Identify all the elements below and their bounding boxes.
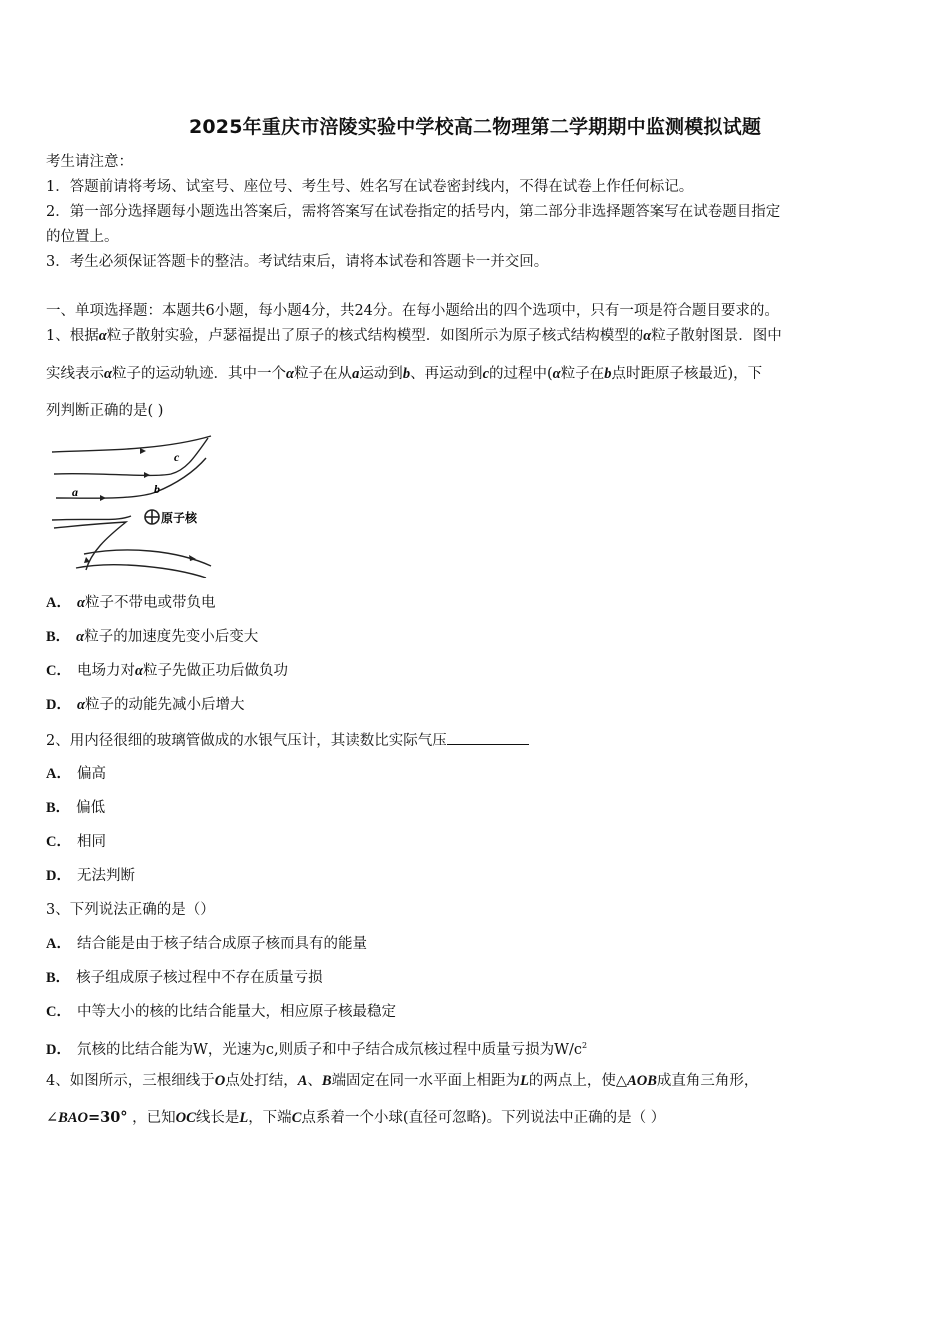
length-l: L: [239, 1110, 249, 1126]
q3-option-a[interactable]: [46, 934, 906, 954]
q1-option-b[interactable]: [46, 627, 906, 647]
q3-option-c[interactable]: [46, 1002, 906, 1022]
q1-stem-line1: [46, 326, 906, 346]
angle-value: =30°: [87, 1109, 128, 1126]
point-a: A: [297, 1073, 308, 1089]
q2-stem: [46, 730, 906, 751]
point-c: C: [291, 1110, 302, 1126]
q2-option-d[interactable]: [46, 866, 906, 886]
notice-heading: 考生请注意：: [46, 154, 133, 170]
option-letter: D．: [46, 868, 71, 884]
q4-text: 、: [307, 1073, 322, 1089]
segment-oc: OC: [175, 1110, 196, 1126]
q1-text: 的过程中(: [489, 366, 553, 382]
alpha-symbol: α: [76, 595, 86, 611]
q1-option-a[interactable]: [46, 593, 906, 613]
triangle-aob: AOB: [627, 1073, 657, 1089]
option-text: 氘核的比结合能为W，光速为c,则质子和中子结合成氘核过程中质量亏损为W/c: [76, 1041, 583, 1058]
notice-item-3: 3．考生必须保证答题卡的整洁。考试结束后，请将本试卷和答题卡一并交回。: [46, 254, 549, 270]
option-letter: C．: [46, 663, 71, 679]
trajectory-top: [52, 436, 211, 452]
q1-text: 粒子在从: [294, 366, 353, 382]
point-c: c: [482, 366, 489, 382]
option-letter: B．: [46, 800, 71, 816]
option-letter: D．: [46, 697, 71, 713]
alpha-scattering-figure: [46, 430, 218, 578]
option-text: 偏高: [76, 766, 106, 782]
q1-option-d[interactable]: [46, 695, 906, 715]
q4-text: 点系着一个小球(直径可忽略)。下列说法中正确的是（ ）: [301, 1110, 666, 1126]
superscript: 2: [582, 1041, 588, 1050]
option-text: 无法判断: [76, 868, 135, 884]
alpha-symbol: α: [98, 328, 107, 344]
alpha-symbol: α: [104, 366, 113, 382]
trajectory-back: [54, 522, 126, 570]
label-c: c: [174, 450, 180, 464]
q1-text: 粒子在: [560, 366, 605, 382]
label-a: a: [72, 485, 78, 499]
q3-stem: 3、下列说法正确的是（）: [46, 902, 215, 918]
notice-item-1: 1．答题前请将考场、试室号、座位号、考生号、姓名写在试卷密封线内，不得在试卷上作任何标记。: [46, 179, 694, 195]
alpha-symbol: α: [643, 328, 652, 344]
point-b: b: [402, 366, 411, 382]
q1-option-c[interactable]: [46, 661, 906, 681]
option-text: 中等大小的核的比结合能量大，相应原子核最稳定: [76, 1004, 396, 1020]
point-o: O: [214, 1073, 226, 1089]
option-letter: C．: [46, 1004, 71, 1020]
option-letter: A．: [46, 766, 71, 782]
option-text: 电场力对: [76, 663, 135, 679]
q4-text: 4、如图所示，三根细线于: [46, 1073, 215, 1089]
q3-option-d[interactable]: [46, 1036, 906, 1060]
q4-text: ，下端: [248, 1110, 292, 1126]
trajectory-lower: [76, 565, 206, 578]
alpha-symbol: α: [76, 629, 85, 645]
option-text: 核子组成原子核过程中不存在质量亏损: [76, 970, 323, 986]
point-b: B: [321, 1073, 332, 1089]
point-a: a: [352, 366, 360, 382]
notice-item-2: 2．第一部分选择题每小题选出答案后，需将答案写在试卷指定的括号内，第二部分非选择题答案写在试卷题目指定: [46, 204, 781, 220]
q3-option-b[interactable]: [46, 968, 906, 988]
q4-text: 成直角三角形，: [656, 1073, 759, 1089]
length-l: L: [520, 1073, 529, 1089]
option-text: 结合能是由于核子结合成原子核而具有的能量: [76, 936, 367, 952]
alpha-symbol: α: [134, 663, 144, 679]
angle-bao: BAO: [58, 1110, 88, 1126]
q1-stem-line3: 列判断正确的是( ): [46, 403, 164, 419]
option-letter: A．: [46, 936, 71, 952]
alpha-symbol: α: [552, 366, 561, 382]
alpha-symbol: α: [286, 366, 295, 382]
option-letter: A．: [46, 595, 71, 611]
option-letter: B．: [46, 629, 71, 645]
trajectory-c: [54, 438, 208, 475]
label-b: b: [154, 482, 160, 496]
option-letter: D．: [46, 1041, 71, 1058]
q2-option-b[interactable]: [46, 798, 906, 818]
arrow-icon: [144, 472, 150, 478]
option-text: 粒子先做正功后做负功: [143, 663, 289, 679]
trajectory-mid: [52, 516, 131, 520]
section-heading: 一、单项选择题：本题共6小题，每小题4分，共24分。在每小题给出的四个选项中，只有一项是符合题目要求的。: [46, 303, 779, 319]
q1-text: 、再运动到: [410, 366, 483, 382]
arrow-icon: [84, 557, 90, 563]
option-text: 粒子的加速度先变小后变大: [84, 629, 259, 645]
q2-text: 2、用内径很细的玻璃管做成的水银气压计，其读数比实际气压: [46, 733, 447, 749]
q4-text: 的两点上，使△: [528, 1073, 628, 1089]
q2-option-c[interactable]: [46, 832, 906, 852]
option-letter: C．: [46, 834, 71, 850]
q1-text: 实线表示: [46, 366, 104, 382]
point-b: b: [604, 366, 612, 382]
option-text: 粒子的动能先减小后增大: [85, 697, 245, 713]
arrow-icon: [100, 495, 106, 501]
q4-text: 线长是: [195, 1110, 240, 1126]
q4-stem-line2: [46, 1108, 906, 1128]
option-text: 相同: [76, 834, 106, 850]
nucleus-label: 原子核: [161, 511, 198, 525]
option-text: 偏低: [76, 800, 106, 816]
answer-blank[interactable]: [447, 730, 529, 745]
q1-text: 粒子的运动轨迹．其中一个: [112, 366, 287, 382]
alpha-symbol: α: [76, 697, 86, 713]
trajectory-ab: [56, 458, 206, 498]
q4-text: 端固定在同一水平面上相距为: [331, 1073, 521, 1089]
q4-text: ，已知: [127, 1110, 176, 1126]
q4-stem-line1: [46, 1071, 906, 1091]
angle-symbol: ∠: [46, 1110, 59, 1126]
option-text: 粒子不带电或带负电: [85, 595, 216, 611]
q1-text: 粒子散射实验，卢瑟福提出了原子的核式结构模型．如图所示为原子核式结构模型的: [106, 328, 644, 344]
q1-text: 1、根据: [46, 328, 99, 344]
option-letter: B．: [46, 970, 71, 986]
page-title: 2025年重庆市涪陵实验中学校高二物理第二学期期中监测模拟试题: [188, 116, 762, 138]
q1-text: 点时距原子核最近)，下: [611, 366, 763, 382]
arrow-icon: [140, 448, 146, 454]
notice-item-2-cont: 的位置上。: [46, 229, 119, 245]
q1-stem-line2: [46, 364, 906, 384]
q4-text: 点处打结，: [225, 1073, 298, 1089]
q1-text: 粒子散射图景．图中: [651, 328, 782, 344]
q2-option-a[interactable]: [46, 764, 906, 784]
q1-text: 运动到: [359, 366, 403, 382]
